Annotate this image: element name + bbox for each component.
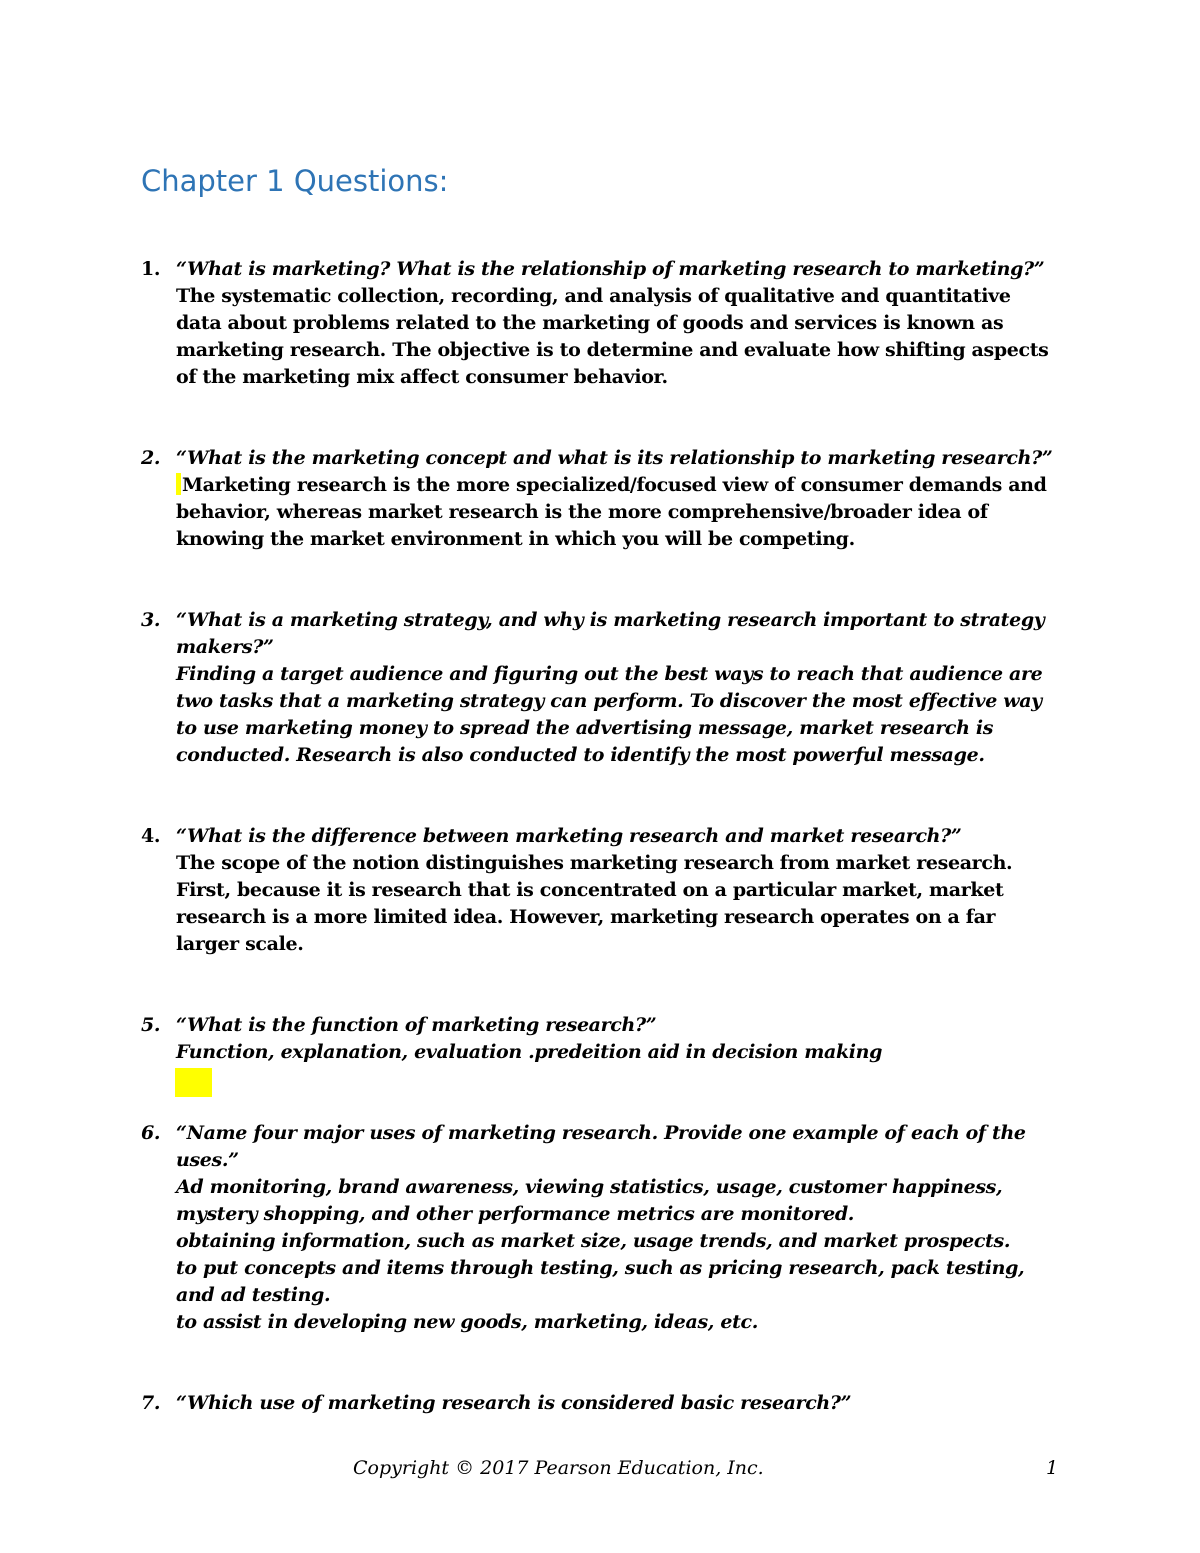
answer-text: Function, explanation, evaluation .predeition aid in decision making — [176, 1041, 883, 1063]
question-number: 7. — [141, 1392, 161, 1414]
question-number: 3. — [141, 609, 161, 631]
answer-text: The systematic collection, recording, and analysis of qualitative and quantitative data about problems related to the marketing of goods and services is known as marketing research. The objective is to determine and evaluate how shifting aspects of the marketing mix affect consumer behavior. — [176, 285, 1049, 388]
question-item-7 — [141, 1390, 1061, 1417]
question-text: “What is marketing? What is the relationship of marketing research to marketing?” — [176, 258, 1045, 280]
question-text: “What is the difference between marketing research and market research?” — [176, 825, 962, 847]
footer-copyright: Copyright © 2017 Pearson Education, Inc. — [353, 1457, 764, 1479]
answer-block — [176, 1174, 1061, 1336]
question-text: “Which use of marketing research is considered basic research?” — [176, 1392, 852, 1414]
question-number: 2. — [141, 447, 161, 469]
question-number: 1. — [141, 258, 161, 280]
answer-block — [176, 472, 1061, 553]
answer-text: Finding a target audience and figuring out the best ways to reach that audience are two tasks that a marketing strategy can perform. To discover the most effective way to use marketing money to spread the advertising message, market research is conducted. Research is also conducted to identify the most powerful message. — [176, 663, 1043, 766]
answer-line: obtaining information, such as market size, usage trends, and market prospects. — [176, 1230, 1011, 1252]
question-number: 5. — [141, 1014, 161, 1036]
question-item-1 — [141, 256, 1061, 391]
answer-line: Ad monitoring, brand awareness, viewing statistics, usage, customer happiness, mystery shopping, and other performance metrics are monitored. — [176, 1176, 1003, 1225]
page-number: 1 — [1046, 1457, 1059, 1479]
question-item-2 — [141, 445, 1061, 553]
question-text: “What is a marketing strategy, and why is marketing research important to strategy makers?” — [176, 609, 1045, 658]
question-text: “What is the function of marketing research?” — [176, 1014, 657, 1036]
question-item-3 — [141, 607, 1061, 769]
question-text: “Name four major uses of marketing research. Provide one example of each of the uses.” — [176, 1122, 1026, 1171]
highlight-marker — [176, 473, 181, 495]
question-list — [141, 256, 1061, 1417]
question-item-4 — [141, 823, 1061, 958]
question-text: “What is the marketing concept and what is its relationship to marketing research?” — [176, 447, 1053, 469]
answer-text: The scope of the notion distinguishes marketing research from market research. First, because it is research that is concentrated on a particular market, market research is a more limited idea. However, marketing research operates on a far larger scale. — [176, 852, 1013, 955]
answer-line: to put concepts and items through testing, such as pricing research, pack testing, and ad testing. — [176, 1257, 1025, 1306]
highlight-marker — [175, 1068, 212, 1097]
page-title: Chapter 1 Questions: — [141, 164, 449, 198]
question-item-6 — [141, 1120, 1061, 1336]
question-number: 6. — [141, 1122, 161, 1144]
question-item-5 — [141, 1012, 1061, 1066]
answer-line: to assist in developing new goods, marketing, ideas, etc. — [176, 1311, 758, 1333]
answer-text: Marketing research is the more specialized/focused view of consumer demands and behavior, whereas market research is the more comprehensive/broader idea of knowing the market environment in which you will be competing. — [176, 474, 1047, 550]
question-number: 4. — [141, 825, 161, 847]
